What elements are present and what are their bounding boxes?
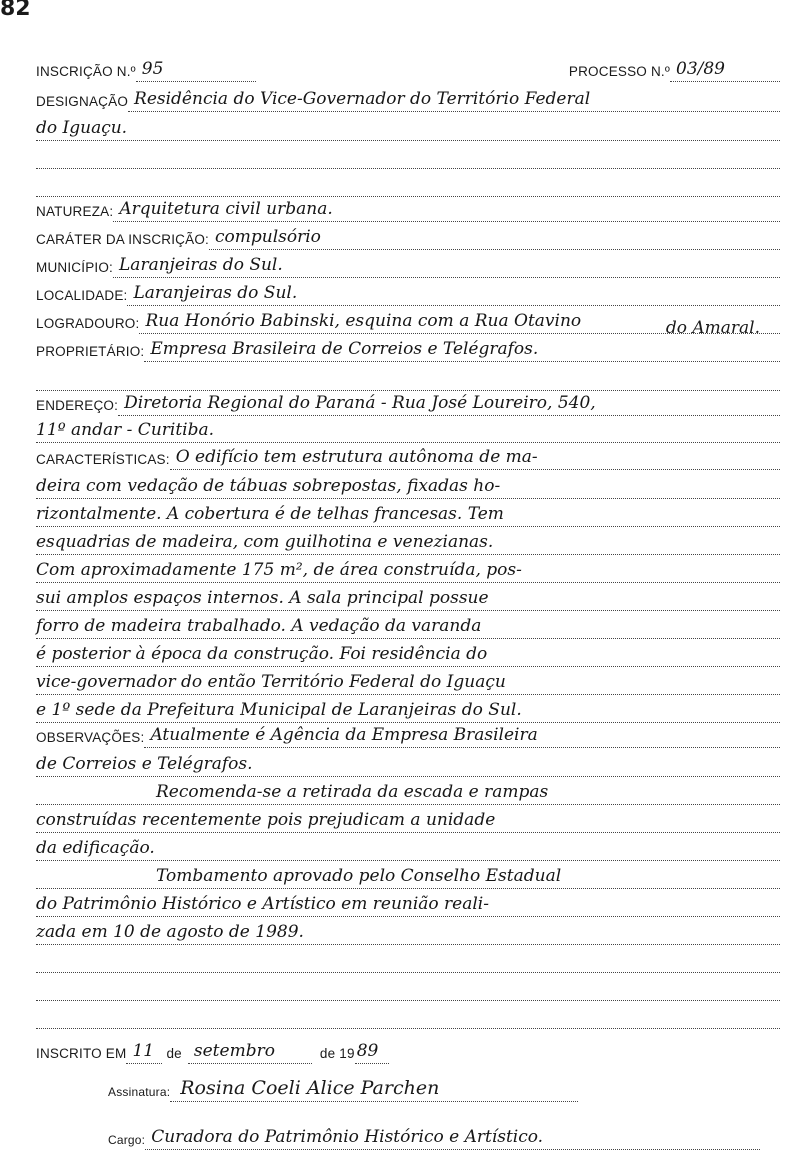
localidade-row xyxy=(36,278,780,306)
designacao-line-2 xyxy=(36,112,780,141)
assinatura-label: Assinatura: xyxy=(108,1085,171,1099)
header-row xyxy=(36,54,780,82)
proprietario-field xyxy=(144,333,780,362)
caracteristicas-line: Com aproximadamente 175 m², de área construída, pos- xyxy=(36,560,522,580)
natureza-value: Arquitetura civil urbana. xyxy=(119,199,333,219)
caracteristicas-label: CARACTERÍSTICAS: xyxy=(36,452,170,467)
endereco-value-1: Diretoria Regional do Paraná - Rua José Loureiro, 540, xyxy=(124,393,596,413)
observacoes-line-row xyxy=(36,888,780,917)
observacoes-line: Atualmente é Agência da Empresa Brasileira xyxy=(150,725,538,745)
observacoes-line-row xyxy=(36,832,780,861)
observacoes-line: zada em 10 de agosto de 1989. xyxy=(36,922,304,942)
natureza-field xyxy=(113,193,780,222)
municipio-value: Laranjeiras do Sul. xyxy=(119,255,283,275)
caracteristicas-field xyxy=(170,441,780,470)
carater-value: compulsório xyxy=(214,227,321,247)
inscrito-label: INSCRITO EM xyxy=(36,1046,127,1061)
proprietario-label: PROPRIETÁRIO: xyxy=(36,344,145,359)
designacao-field xyxy=(128,83,780,112)
municipio-label: MUNICÍPIO: xyxy=(36,260,114,275)
carater-field xyxy=(209,221,780,250)
inscrito-ano-label: de 19 xyxy=(319,1046,355,1061)
observacoes-label: OBSERVAÇÕES: xyxy=(36,730,145,745)
localidade-value: Laranjeiras do Sul. xyxy=(133,283,298,303)
observacoes-line: Recomenda-se a retirada da escada e rampas xyxy=(156,782,549,802)
designacao-row xyxy=(36,84,780,112)
designacao-value-2: do Iguaçu. xyxy=(36,118,128,138)
endereco-row xyxy=(36,388,780,416)
caracteristicas-line-row xyxy=(36,638,780,667)
caracteristicas-line-row xyxy=(36,582,780,611)
municipio-row xyxy=(36,250,780,278)
observacoes-line: da edificação. xyxy=(36,838,155,858)
observacoes-line-row xyxy=(36,748,780,777)
endereco-line-2 xyxy=(36,414,780,443)
localidade-label: LOCALIDADE: xyxy=(36,288,128,303)
signature: Rosina Coeli Alice Parchen xyxy=(180,1077,440,1099)
blank-line xyxy=(36,944,780,973)
blank-line xyxy=(36,1000,780,1029)
observacoes-line: de Correios e Telégrafos. xyxy=(36,754,253,774)
carater-label: CARÁTER DA INSCRIÇÃO: xyxy=(36,232,209,247)
caracteristicas-line: O edifício tem estrutura autônoma de ma- xyxy=(175,447,538,467)
caracteristicas-line-row xyxy=(36,666,780,695)
inscrito-dia-field xyxy=(126,1035,162,1064)
processo-field xyxy=(670,53,780,82)
caracteristicas-line: é posterior à época da construção. Foi residência do xyxy=(36,644,488,664)
cargo-label: Cargo: xyxy=(108,1133,146,1147)
caracteristicas-line-row xyxy=(36,554,780,583)
caracteristicas-line-row xyxy=(36,470,780,499)
inscrito-mes: setembro xyxy=(193,1041,275,1061)
inscrito-dia: 11 xyxy=(132,1041,155,1061)
caracteristicas-row xyxy=(36,442,780,470)
observacoes-line: construídas recentemente pois prejudicam a unidade xyxy=(36,810,496,830)
designacao-value-1: Residência do Vice-Governador do Território Federal xyxy=(134,89,591,109)
processo-label: PROCESSO N.º xyxy=(568,64,670,79)
inscricao-label: INSCRIÇÃO N.º xyxy=(36,64,136,79)
inscrito-de-label: de xyxy=(166,1046,182,1061)
caracteristicas-line: vice-governador do então Território Federal do Iguaçu xyxy=(36,672,506,692)
caracteristicas-line: deira com vedação de tábuas sobrepostas, fixadas ho- xyxy=(36,476,501,496)
observacoes-row xyxy=(36,720,780,748)
inscrito-ano: 89 xyxy=(356,1041,379,1061)
observacoes-line-row xyxy=(36,804,780,833)
cargo-row xyxy=(108,1122,760,1150)
inscricao-field xyxy=(136,53,256,82)
processo-value: 03/89 xyxy=(676,59,725,79)
page-number: 82 xyxy=(0,0,31,21)
observacoes-line: Tombamento aprovado pelo Conselho Estadual xyxy=(156,866,562,886)
logradouro-continuation: do Amaral. xyxy=(665,318,760,338)
assinatura-field xyxy=(170,1073,578,1102)
designacao-label: DESIGNAÇÃO xyxy=(36,94,129,109)
assinatura-row xyxy=(108,1074,578,1102)
localidade-field xyxy=(127,277,780,306)
blank-line xyxy=(36,972,780,1001)
caracteristicas-line: e 1º sede da Prefeitura Municipal de Laranjeiras do Sul. xyxy=(36,700,522,720)
observacoes-line-row xyxy=(36,860,780,889)
natureza-row xyxy=(36,194,780,222)
caracteristicas-line-row xyxy=(36,526,780,555)
observacoes-line: do Patrimônio Histórico e Artístico em reunião reali- xyxy=(36,894,489,914)
observacoes-line-row xyxy=(36,916,780,945)
inscrito-mes-field xyxy=(188,1035,312,1064)
cargo-value: Curadora do Patrimônio Histórico e Artístico. xyxy=(151,1127,544,1147)
cargo-field xyxy=(145,1121,760,1150)
logradouro-value: Rua Honório Babinski, esquina com a Rua Otavino xyxy=(145,311,582,331)
carater-row xyxy=(36,222,780,250)
municipio-field xyxy=(113,249,780,278)
observacoes-line-row xyxy=(36,776,780,805)
inscricao-value: 95 xyxy=(141,59,164,79)
inscrito-ano-field xyxy=(355,1035,389,1064)
caracteristicas-line: rizontalmente. A cobertura é de telhas francesas. Tem xyxy=(36,504,504,524)
natureza-label: NATUREZA: xyxy=(36,204,114,219)
endereco-value-2: 11º andar - Curitiba. xyxy=(36,420,215,440)
caracteristicas-line: forro de madeira trabalhado. A vedação da varanda xyxy=(36,616,482,636)
endereco-field xyxy=(118,387,780,416)
logradouro-label: LOGRADOURO: xyxy=(36,316,140,331)
caracteristicas-line: esquadrias de madeira, com guilhotina e venezianas. xyxy=(36,532,494,552)
caracteristicas-line-row xyxy=(36,610,780,639)
observacoes-field xyxy=(144,719,780,748)
proprietario-value: Empresa Brasileira de Correios e Telégrafos. xyxy=(150,339,539,359)
proprietario-row xyxy=(36,334,780,362)
blank-line xyxy=(36,140,780,169)
inscrito-row xyxy=(36,1036,389,1064)
endereco-label: ENDEREÇO: xyxy=(36,398,119,413)
caracteristicas-line: sui amplos espaços internos. A sala principal possue xyxy=(36,588,489,608)
caracteristicas-line-row xyxy=(36,498,780,527)
